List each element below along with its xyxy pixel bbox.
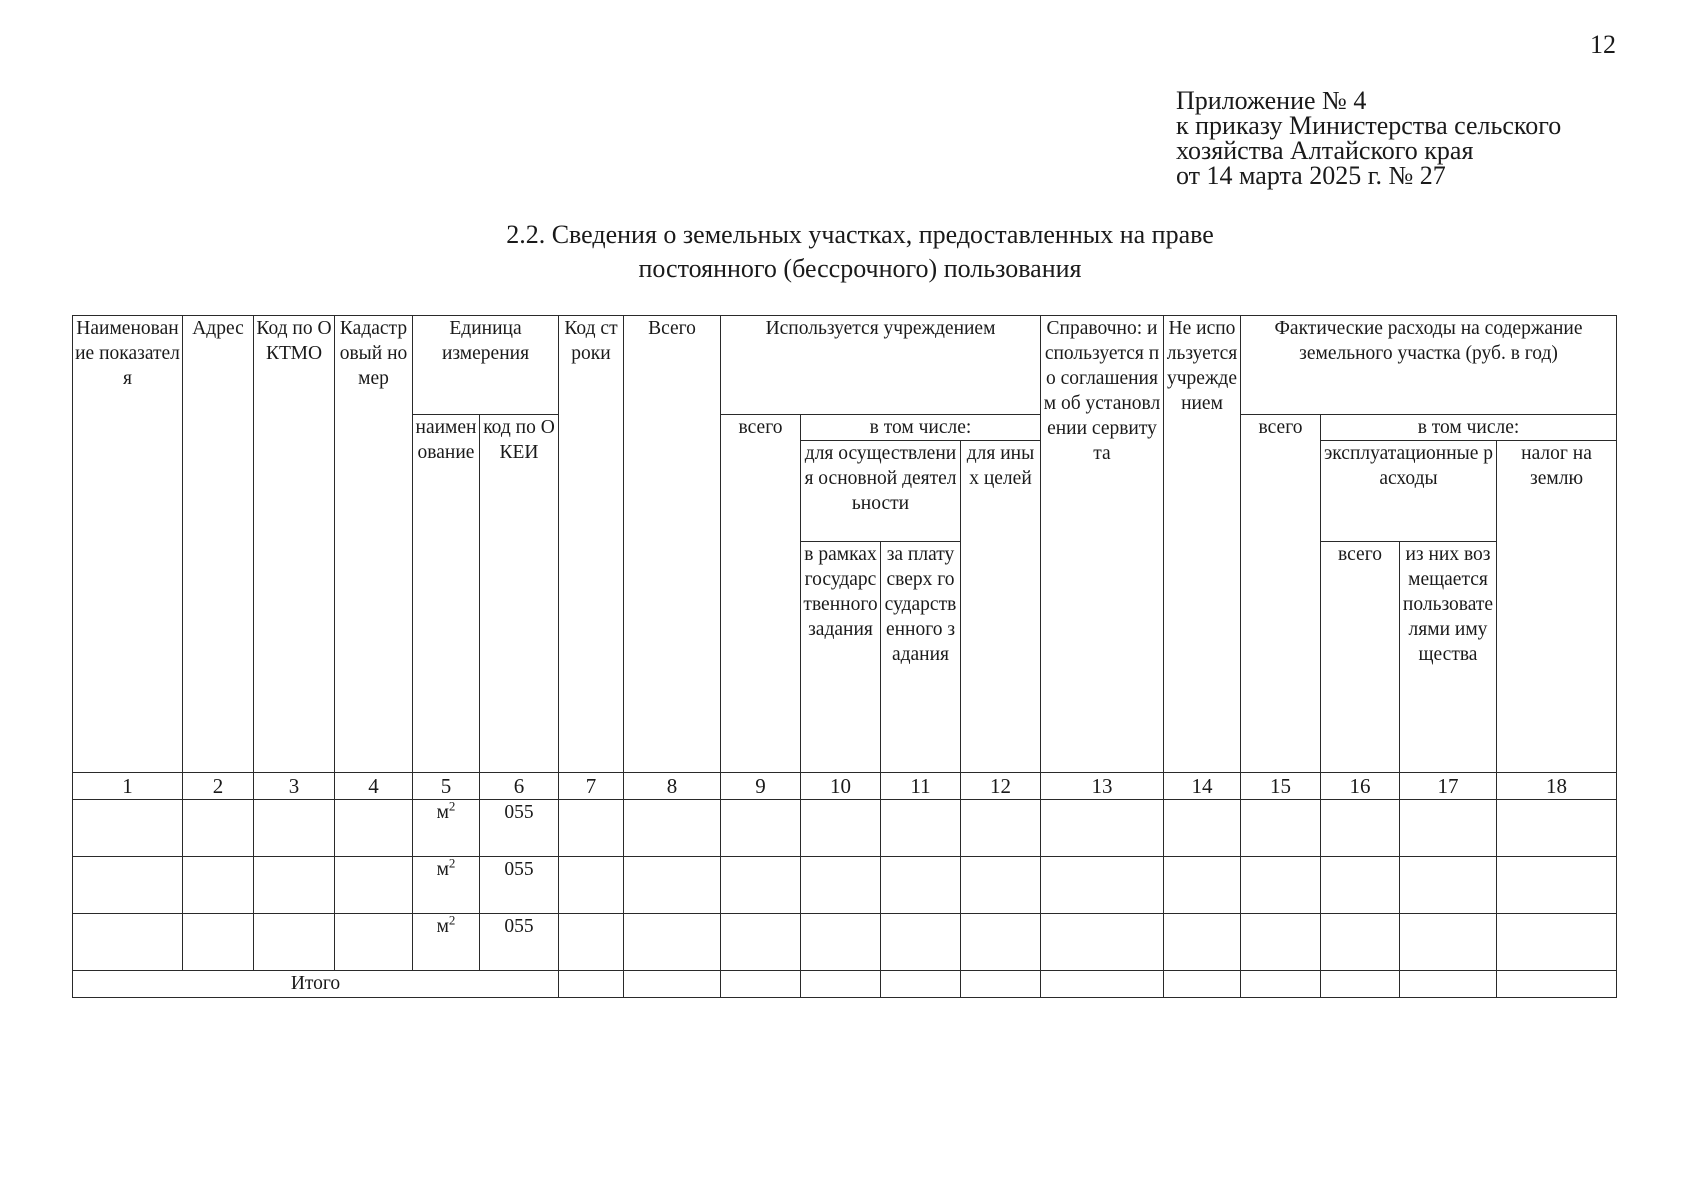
table-cell[interactable]	[881, 971, 961, 998]
column-number: 2	[183, 773, 254, 800]
table-cell[interactable]	[559, 857, 624, 914]
column-number: 17	[1400, 773, 1497, 800]
table-cell[interactable]	[1241, 971, 1321, 998]
table-cell[interactable]	[183, 800, 254, 857]
table-cell[interactable]	[1164, 857, 1241, 914]
column-number: 13	[1041, 773, 1164, 800]
header-actual-costs: Фактические расходы на содержание земельного участка (руб. в год)	[1241, 316, 1617, 415]
page-number: 12	[1590, 30, 1616, 59]
appendix-block	[1176, 88, 1561, 188]
column-number: 8	[624, 773, 721, 800]
table-cell[interactable]	[559, 914, 624, 971]
header-other-purposes: для иных целей	[961, 441, 1041, 773]
table-cell[interactable]	[73, 857, 183, 914]
column-number: 14	[1164, 773, 1241, 800]
table-row	[73, 857, 1617, 914]
table-cell[interactable]	[961, 800, 1041, 857]
appendix-line: хозяйства Алтайского края	[1176, 136, 1474, 165]
header-costs-total: всего	[1241, 415, 1321, 773]
title-line: 2.2. Сведения о земельных участках, предоставленных на праве	[506, 220, 1214, 249]
unit-exponent: 2	[448, 856, 456, 871]
land-plots-table	[72, 315, 1617, 998]
unit-name: м	[436, 802, 449, 823]
header-within-state-task: в рамках государственного задания	[801, 542, 881, 773]
header-operating-costs: эксплуатационные расходы	[1321, 441, 1497, 542]
table-cell[interactable]	[624, 800, 721, 857]
table-cell[interactable]	[335, 914, 413, 971]
column-number: 16	[1321, 773, 1400, 800]
table-cell[interactable]	[1041, 914, 1164, 971]
table-cell[interactable]	[1321, 914, 1400, 971]
table-cell[interactable]	[801, 800, 881, 857]
column-number: 10	[801, 773, 881, 800]
unit-cell	[413, 914, 480, 971]
header-operating-total: всего	[1321, 542, 1400, 773]
unit-cell	[413, 800, 480, 857]
column-number: 1	[73, 773, 183, 800]
header-unit-okei: код по ОКЕИ	[480, 415, 559, 773]
okei-cell: 055	[480, 857, 559, 914]
document-title	[360, 218, 1360, 286]
total-label: Итого	[73, 971, 559, 998]
table-cell[interactable]	[721, 971, 801, 998]
table-cell[interactable]	[1241, 857, 1321, 914]
table-cell[interactable]	[254, 800, 335, 857]
total-row	[73, 971, 1617, 998]
header-address: Адрес	[183, 316, 254, 773]
column-number: 11	[881, 773, 961, 800]
column-number: 6	[480, 773, 559, 800]
table-cell[interactable]	[801, 857, 881, 914]
table-cell[interactable]	[183, 914, 254, 971]
header-unit-name: наименование	[413, 415, 480, 773]
table-cell[interactable]	[881, 857, 961, 914]
table-cell[interactable]	[1241, 800, 1321, 857]
header-used-total: всего	[721, 415, 801, 773]
column-number: 3	[254, 773, 335, 800]
header-line-code: Код строки	[559, 316, 624, 773]
table-cell[interactable]	[1321, 800, 1400, 857]
table-cell[interactable]	[721, 857, 801, 914]
table-cell[interactable]	[1400, 800, 1497, 857]
table-cell[interactable]	[559, 800, 624, 857]
column-number: 15	[1241, 773, 1321, 800]
table-cell[interactable]	[624, 914, 721, 971]
table-cell[interactable]	[1321, 971, 1400, 998]
table-cell[interactable]	[254, 914, 335, 971]
table-cell[interactable]	[183, 857, 254, 914]
table-cell[interactable]	[1400, 914, 1497, 971]
table-cell[interactable]	[801, 914, 881, 971]
appendix-line: Приложение № 4	[1176, 86, 1367, 115]
table-cell[interactable]	[1164, 971, 1241, 998]
okei-cell: 055	[480, 800, 559, 857]
table-cell[interactable]	[961, 971, 1041, 998]
column-number: 7	[559, 773, 624, 800]
table-cell[interactable]	[335, 857, 413, 914]
table-cell[interactable]	[1164, 914, 1241, 971]
unit-exponent: 2	[448, 913, 456, 928]
table-cell[interactable]	[624, 857, 721, 914]
table-cell[interactable]	[1497, 971, 1617, 998]
unit-name: м	[436, 859, 449, 880]
table-row	[73, 914, 1617, 971]
table-cell[interactable]	[335, 800, 413, 857]
table-cell[interactable]	[559, 971, 624, 998]
header-total: Всего	[624, 316, 721, 773]
header-unit: Единица измерения	[413, 316, 559, 415]
table-cell[interactable]	[961, 914, 1041, 971]
header-beyond-state-task: за плату сверх государственного задания	[881, 542, 961, 773]
table-cell[interactable]	[1497, 914, 1617, 971]
table-cell[interactable]	[1497, 800, 1617, 857]
table-cell[interactable]	[1400, 971, 1497, 998]
column-number: 18	[1497, 773, 1617, 800]
table-cell[interactable]	[1164, 800, 1241, 857]
column-numbers-row	[73, 773, 1617, 800]
table-cell[interactable]	[1041, 857, 1164, 914]
table-cell[interactable]	[801, 971, 881, 998]
table-cell[interactable]	[961, 857, 1041, 914]
table-cell[interactable]	[1041, 971, 1164, 998]
header-reimbursed: из них возмещается пользователями имущества	[1400, 542, 1497, 773]
table-cell[interactable]	[881, 914, 961, 971]
header-land-tax: налог на землю	[1497, 441, 1617, 773]
table-cell[interactable]	[1241, 914, 1321, 971]
table-cell[interactable]	[73, 914, 183, 971]
header-servitude: Справочно: используется по соглашениям об установлении сервитута	[1041, 316, 1164, 773]
table-cell[interactable]	[721, 914, 801, 971]
header-main-activity: для осуществления основной деятельности	[801, 441, 961, 542]
table-cell[interactable]	[1041, 800, 1164, 857]
okei-cell: 055	[480, 914, 559, 971]
unit-exponent: 2	[448, 799, 456, 814]
header-used-by-institution: Используется учреждением	[721, 316, 1041, 415]
column-number: 12	[961, 773, 1041, 800]
unit-cell	[413, 857, 480, 914]
table-cell[interactable]	[721, 800, 801, 857]
table-cell[interactable]	[1497, 857, 1617, 914]
header-costs-including: в том числе:	[1321, 415, 1617, 441]
title-line: постоянного (бессрочного) пользования	[638, 254, 1082, 283]
table-cell[interactable]	[881, 800, 961, 857]
unit-name: м	[436, 916, 449, 937]
table-cell[interactable]	[73, 800, 183, 857]
column-number: 9	[721, 773, 801, 800]
header-cadastral: Кадастровый номер	[335, 316, 413, 773]
table-cell[interactable]	[1400, 857, 1497, 914]
table-cell[interactable]	[1321, 857, 1400, 914]
appendix-line: к приказу Министерства сельского	[1176, 111, 1562, 140]
column-number: 5	[413, 773, 480, 800]
header-oktmo: Код по ОКТМО	[254, 316, 335, 773]
header-name: Наименование показателя	[73, 316, 183, 773]
appendix-line: от 14 марта 2025 г. № 27	[1176, 161, 1446, 190]
table-cell[interactable]	[624, 971, 721, 998]
header-including: в том числе:	[801, 415, 1041, 441]
header-not-used: Не используется учреждением	[1164, 316, 1241, 773]
table-cell[interactable]	[254, 857, 335, 914]
table-row	[73, 800, 1617, 857]
column-number: 4	[335, 773, 413, 800]
